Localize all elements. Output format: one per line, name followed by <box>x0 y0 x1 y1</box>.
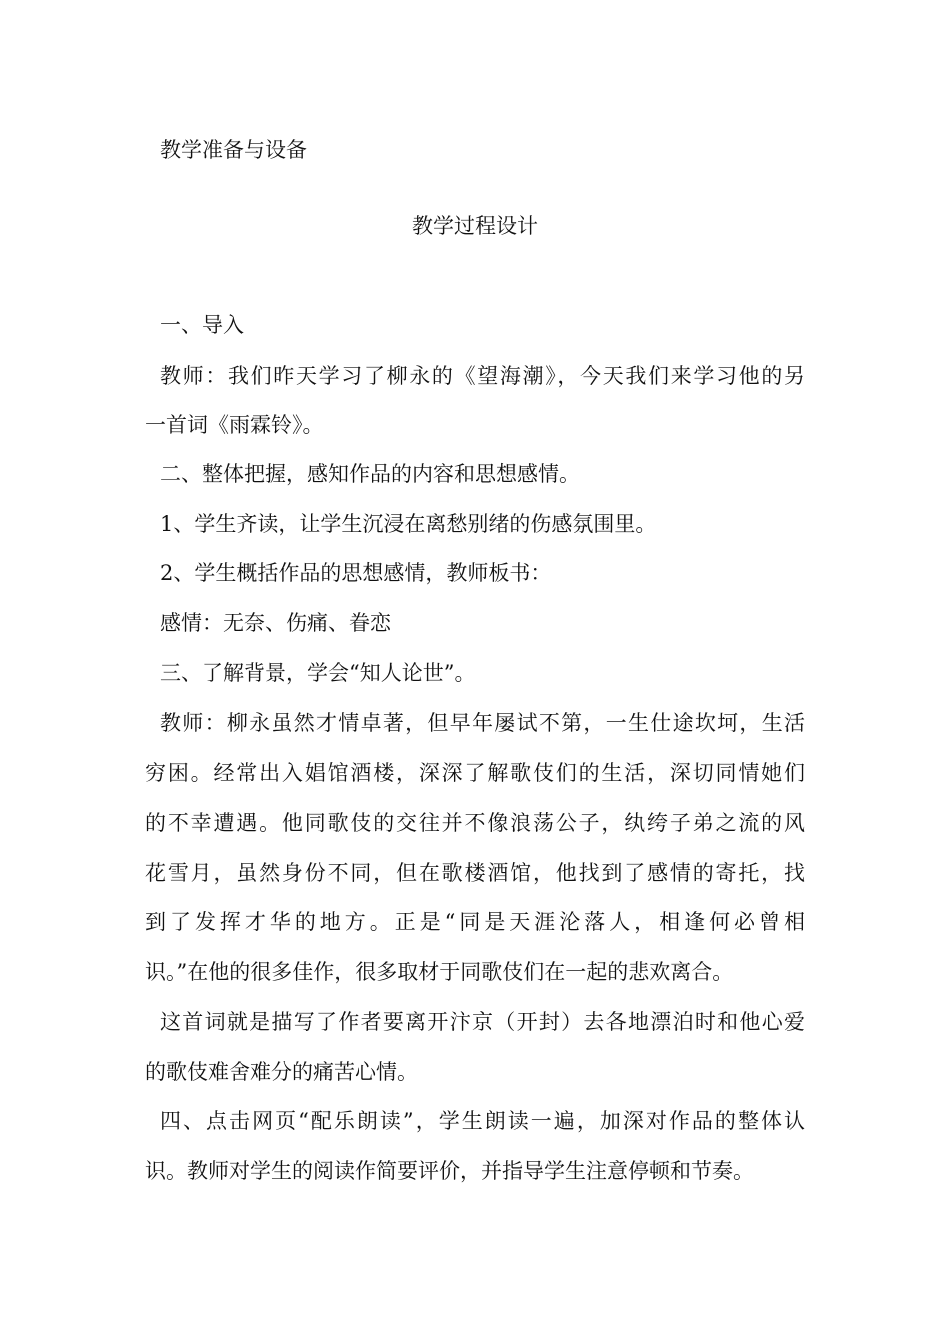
paragraph-line: 的歌伎难舍难分的痛苦心情。 <box>145 1060 418 1084</box>
paragraph-line: 2、学生概括作品的思想感情，教师板书： <box>160 561 552 585</box>
paragraph-line: 一首词《雨霖铃》。 <box>145 413 324 437</box>
paragraph-line: 识。”在他的很多佳作，很多取材于同歌伎们在一起的悲欢离合。 <box>145 960 734 984</box>
paragraph-line: 花雪月，虽然身份不同，但在歌楼酒馆，他找到了感情的寄托，找 <box>145 861 805 885</box>
paragraph-line: 二、整体把握，感知作品的内容和思想感情。 <box>160 462 580 486</box>
paragraph-line: 的不幸遭遇。他同歌伎的交往并不像浪荡公子，纨绔子弟之流的风 <box>145 811 805 835</box>
paragraph-line: 四、点击网页“配乐朗读”，学生朗读一遍，加深对作品的整体认 <box>160 1109 805 1133</box>
paragraph-line: 感情：无奈、伤痛、眷恋 <box>160 611 391 635</box>
paragraph-line: 这首词就是描写了作者要离开汴京（开封）去各地漂泊时和他心爱 <box>160 1010 805 1034</box>
paragraph-line: 一、导入 <box>160 313 244 337</box>
paragraph-line: 三、了解背景，学会“知人论世”。 <box>160 661 476 685</box>
paragraph-line: 教师：柳永虽然才情卓著，但早年屡试不第，一生仕途坎坷，生活 <box>160 711 805 735</box>
paragraph-line: 穷困。经常出入娼馆酒楼，深深了解歌伎们的生活，深切同情她们 <box>145 761 805 785</box>
section-heading-process: 教学过程设计 <box>412 214 538 238</box>
paragraph-line: 1、学生齐读，让学生沉浸在离愁别绪的伤感氛围里。 <box>160 512 657 536</box>
paragraph-line: 教师：我们昨天学习了柳永的《望海潮》，今天我们来学习他的另 <box>160 364 805 388</box>
section-heading-prep: 教学准备与设备 <box>160 138 307 162</box>
paragraph-line: 到了发挥才华的地方。正是“同是天涯沦落人，相逢何必曾相 <box>145 910 805 934</box>
paragraph-line: 识。教师对学生的阅读作简要评价，并指导学生注意停顿和节奏。 <box>145 1159 754 1183</box>
